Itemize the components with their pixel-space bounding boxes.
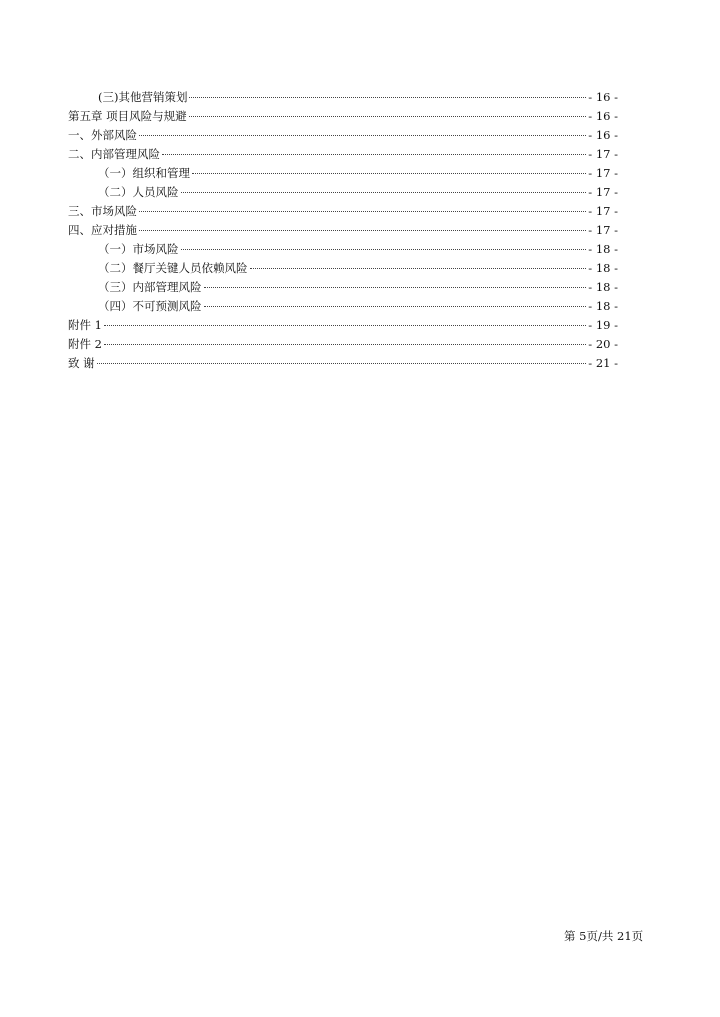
toc-entry[interactable] — [68, 278, 618, 297]
toc-entry[interactable] — [68, 183, 618, 202]
toc-entry-label: 一、外部风险 — [68, 128, 137, 142]
toc-entry-page-number: - 16 - — [588, 128, 618, 142]
toc-entry[interactable] — [68, 354, 618, 373]
toc-entry[interactable] — [68, 221, 618, 240]
toc-entry[interactable] — [68, 202, 618, 221]
toc-entry[interactable] — [68, 126, 618, 145]
dot-leader — [204, 306, 587, 307]
dot-leader — [204, 287, 587, 288]
toc-entry-page-number: - 18 - — [588, 261, 618, 275]
toc-entry[interactable] — [68, 145, 618, 164]
toc-entry-label: 二、内部管理风险 — [68, 147, 160, 161]
toc-entry-page-number: - 18 - — [588, 280, 618, 294]
toc-entry-label: 致 谢 — [68, 356, 95, 370]
toc-entry-label: 附件 1 — [68, 318, 102, 332]
table-of-contents — [68, 88, 618, 373]
toc-entry-page-number: - 17 - — [588, 166, 618, 180]
toc-entry-label: （四）不可预测风险 — [98, 299, 202, 313]
dot-leader — [181, 249, 587, 250]
dot-leader — [250, 268, 587, 269]
dot-leader — [104, 344, 586, 345]
toc-entry-label: 附件 2 — [68, 337, 102, 351]
toc-entry-label: （三）内部管理风险 — [98, 280, 202, 294]
toc-entry[interactable] — [68, 107, 618, 126]
page-footer: 第 5页/共 21页 — [564, 929, 644, 943]
dot-leader — [139, 211, 586, 212]
toc-entry-page-number: - 16 - — [588, 109, 618, 123]
dot-leader — [97, 363, 587, 364]
toc-entry[interactable] — [68, 164, 618, 183]
toc-entry-page-number: - 16 - — [588, 90, 618, 104]
dot-leader — [181, 192, 587, 193]
toc-entry-page-number: - 17 - — [588, 204, 618, 218]
toc-entry-label: 三、市场风险 — [68, 204, 137, 218]
toc-entry-page-number: - 20 - — [588, 337, 618, 351]
toc-entry[interactable] — [68, 335, 618, 354]
toc-entry[interactable] — [68, 297, 618, 316]
toc-entry-page-number: - 18 - — [588, 242, 618, 256]
toc-entry-label: （一）组织和管理 — [98, 166, 190, 180]
toc-entry-label: （一）市场风险 — [98, 242, 179, 256]
dot-leader — [104, 325, 586, 326]
toc-entry-label: （二）餐厅关键人员依赖风险 — [98, 261, 248, 275]
dot-leader — [139, 230, 586, 231]
toc-entry-page-number: - 17 - — [588, 185, 618, 199]
dot-leader — [139, 135, 586, 136]
toc-entry-label: 第五章 项目风险与规避 — [68, 109, 187, 123]
toc-entry-page-number: - 17 - — [588, 147, 618, 161]
toc-entry[interactable] — [68, 316, 618, 335]
dot-leader — [189, 97, 586, 98]
toc-entry-page-number: - 19 - — [588, 318, 618, 332]
dot-leader — [162, 154, 586, 155]
toc-entry-label: (三)其他营销策划 — [98, 90, 188, 104]
toc-entry-page-number: - 18 - — [588, 299, 618, 313]
toc-entry[interactable] — [68, 259, 618, 278]
toc-entry-page-number: - 17 - — [588, 223, 618, 237]
dot-leader — [192, 173, 586, 174]
dot-leader — [189, 116, 587, 117]
toc-entry-label: 四、应对措施 — [68, 223, 137, 237]
toc-entry-page-number: - 21 - — [588, 356, 618, 370]
toc-entry[interactable] — [68, 240, 618, 259]
toc-entry-label: （二）人员风险 — [98, 185, 179, 199]
toc-entry[interactable] — [68, 88, 618, 107]
